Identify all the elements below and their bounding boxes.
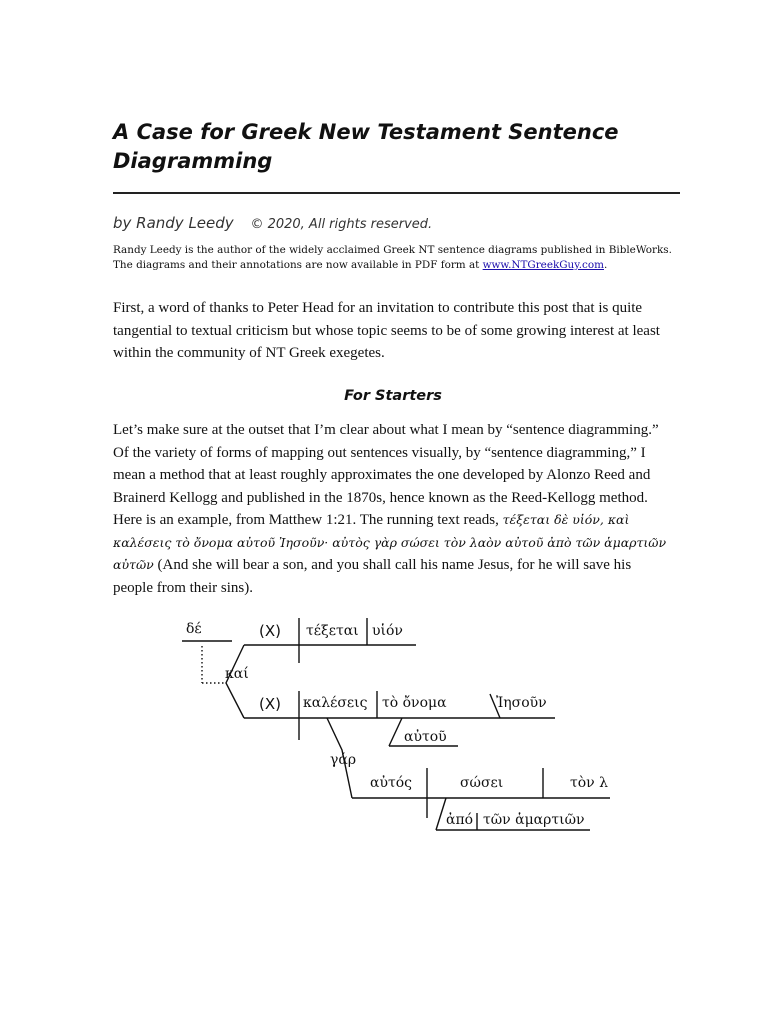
author-name: by Randy Leedy	[113, 214, 234, 232]
clause2-verb: καλέσεις	[303, 695, 368, 711]
clause3-object: τὸν λ	[570, 775, 609, 791]
section-heading: For Starters	[344, 388, 442, 404]
website-link[interactable]: www.NTGreekGuy.com	[482, 259, 604, 271]
modifier-autou: αὐτοῦ	[404, 729, 447, 745]
preposition-apo: ἀπό	[446, 812, 474, 828]
clause3-verb: σώσει	[460, 775, 504, 791]
clause3-subject: αὐτός	[370, 775, 412, 791]
greek-quote: τέξεται δὲ υἱόν, καὶ καλέσεις τὸ ὄνομα αὐτοῦ Ἰησοῦν· αὐτὸς γὰρ σώσει τὸν λαὸν αὐτοῦ ἀπὸ τῶν ἁμαρτιῶν αὐτῶν	[113, 512, 667, 572]
title-divider	[113, 192, 680, 194]
conjunction-de: δέ	[186, 621, 202, 637]
byline	[113, 212, 432, 236]
clause2-complement: Ἰησοῦν	[496, 695, 547, 711]
intro-paragraph: First, a word of thanks to Peter Head for an invitation to contribute this post that is quite tangential to textual criticism but whose topic seems to be of some growing interest at least within the community of NT Greek exegetes.	[113, 300, 660, 361]
clause1-object: υἱόν	[372, 623, 403, 639]
conjunction-kai: καί	[225, 666, 249, 682]
body-paragraph-text: Let’s make sure at the outset that I’m clear about what I mean by “sentence diagramming.” Of the variety of forms of mapping out sentences visually, by “sentence diagramming,” I mean a method that at least roughly approximates the one developed by Alonzo Reed and Brainerd Kellogg and published in the 1870s, hence known as the Reed-Kellogg method. Here is an example, from Matthew 1:21. The running text reads,	[113, 422, 659, 528]
sentence-diagram	[170, 608, 610, 840]
apo-object: τῶν ἁμαρτιῶν	[483, 812, 585, 828]
body-paragraph	[113, 419, 673, 599]
clause2-subject: (X)	[259, 695, 281, 713]
apo-slant	[436, 798, 446, 830]
copyright-notice: © 2020, All rights reserved.	[250, 217, 433, 232]
clause2-object: τὸ ὄνομα	[382, 695, 447, 711]
english-translation: (And she will bear a son, and you shall call his name Jesus, for he will save his people from their sins).	[113, 557, 632, 596]
page-title: A Case for Greek New Testament Sentence Diagramming	[113, 120, 619, 173]
author-bio-end: .	[603, 259, 608, 271]
conjunction-gar: γάρ	[330, 752, 357, 768]
clause1-verb: τέξεται	[306, 623, 359, 639]
author-bio-text: Randy Leedy is the author of the widely acclaimed Greek NT sentence diagrams published in BibleWorks. The diagrams and their annotations are now available in PDF form at	[113, 244, 672, 271]
clause1-subject: (X)	[259, 622, 281, 640]
sentence-diagram-svg	[170, 608, 610, 840]
author-bio	[113, 243, 688, 273]
autou-slant	[389, 718, 402, 746]
